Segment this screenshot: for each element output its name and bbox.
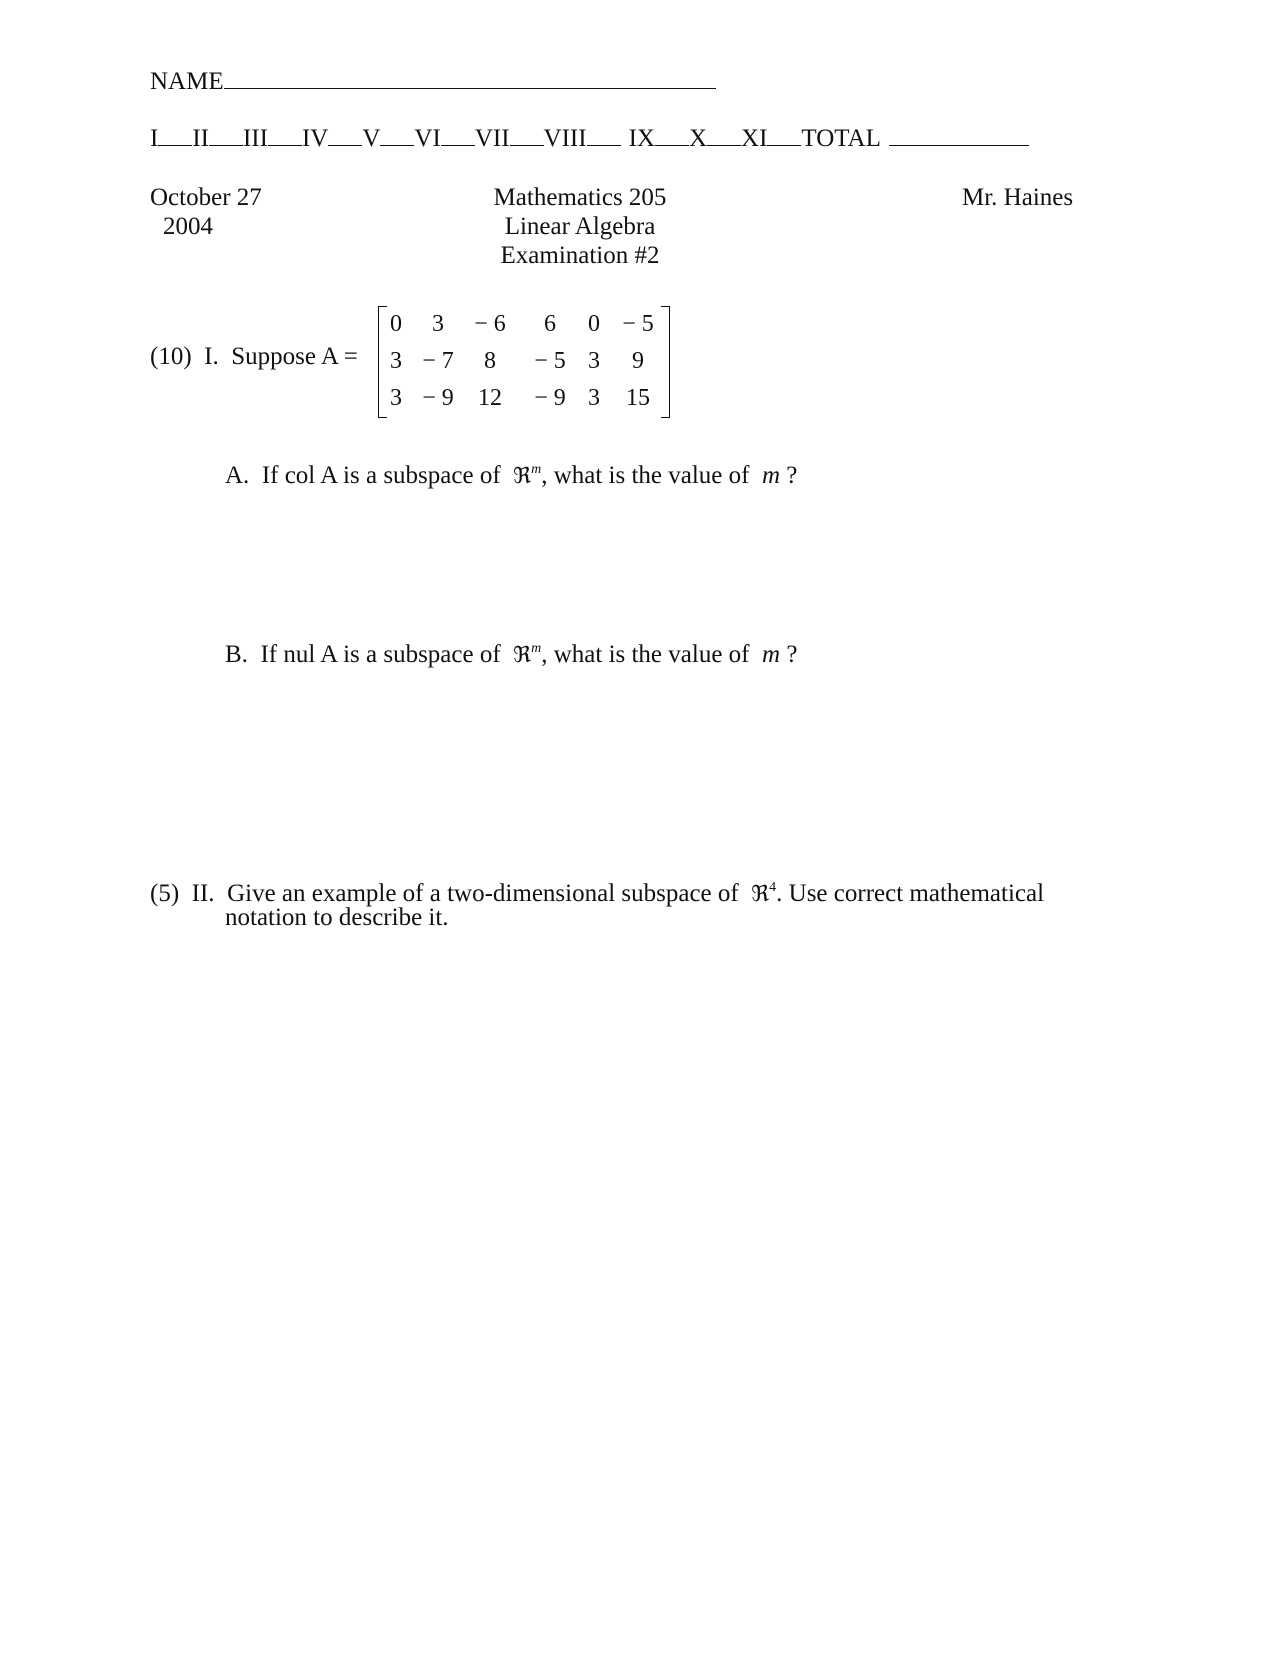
- score-blank: [655, 125, 689, 146]
- problem-1-number: I.: [204, 343, 219, 370]
- score-blank: [158, 125, 192, 146]
- problem-1b: [225, 634, 797, 671]
- matrix-right-bracket: [661, 306, 670, 418]
- matrix-cell: 3: [588, 385, 600, 411]
- total-blank: [889, 125, 1029, 146]
- score-label-vii: VII: [474, 125, 510, 152]
- matrix-cell: 15: [626, 385, 650, 411]
- question-mark: ?: [786, 462, 798, 489]
- matrix-cell: 0: [390, 311, 402, 337]
- matrix-cell: 12: [478, 385, 502, 411]
- problem-1b-label: B.: [225, 641, 248, 668]
- score-blank: [441, 125, 475, 146]
- matrix-cell: 3: [390, 385, 402, 411]
- score-blank: [209, 125, 243, 146]
- problem-1b-text: If nul A is a subspace of: [260, 641, 501, 668]
- variable-m: m: [761, 462, 781, 489]
- exam-date-month-day: October 27: [150, 184, 262, 211]
- score-blank: [707, 125, 741, 146]
- question-mark: ?: [786, 641, 798, 668]
- score-label-iii: III: [242, 125, 268, 152]
- matrix-a: [378, 306, 670, 418]
- score-blank: [328, 125, 362, 146]
- matrix-cell: 9: [632, 348, 644, 374]
- matrix-cell: 3: [390, 348, 402, 374]
- problem-2-line2: notation to describe it.: [225, 904, 449, 931]
- real-numbers-symbol: ℜ: [751, 882, 770, 907]
- matrix-cell: − 7: [422, 348, 454, 374]
- matrix-cell: − 9: [422, 385, 454, 411]
- exam-title: Examination #2: [500, 242, 660, 269]
- score-label-vi: VI: [414, 125, 441, 152]
- problem-2-points: (5): [150, 880, 180, 907]
- score-label-v: V: [362, 125, 381, 152]
- course-subtitle: Linear Algebra: [504, 213, 656, 240]
- name-blank-line: [224, 66, 716, 89]
- problem-2-text: Give an example of a two-dimensional subspace of: [227, 880, 739, 907]
- score-label-iv: IV: [301, 125, 329, 152]
- score-blank: [510, 125, 544, 146]
- matrix-cell: 0: [588, 311, 600, 337]
- course-title: Mathematics 205: [493, 184, 667, 211]
- score-blank: [268, 125, 302, 146]
- problem-1a-text: If col A is a subspace of: [261, 462, 501, 489]
- exponent: m: [531, 462, 542, 477]
- problem-1-points: (10): [150, 343, 192, 370]
- problem-1a: [225, 455, 797, 492]
- score-blank: [587, 125, 621, 146]
- score-label-i: I: [150, 125, 159, 152]
- matrix-cell: − 6: [474, 311, 506, 337]
- variable-m: m: [762, 641, 781, 668]
- problem-2-number: II.: [191, 880, 215, 907]
- matrix-cell: − 5: [622, 311, 654, 337]
- matrix-cell: 3: [588, 348, 600, 374]
- score-label-viii: VIII: [543, 125, 587, 152]
- exponent: m: [531, 641, 542, 656]
- score-label-ii: II: [192, 125, 209, 152]
- problem-2-text-after: . Use correct mathematical: [776, 880, 1045, 907]
- instructor-name: Mr. Haines: [962, 184, 1074, 211]
- matrix-cell: − 5: [534, 348, 566, 374]
- real-numbers-symbol: ℜ: [513, 643, 532, 668]
- problem-1-header: [150, 342, 358, 372]
- score-label-ix: IX: [628, 125, 655, 152]
- matrix-cell: 6: [544, 311, 556, 337]
- name-field: [150, 66, 716, 97]
- score-row: [150, 124, 1029, 154]
- score-blank: [767, 125, 801, 146]
- exam-date-year: 2004: [163, 213, 213, 240]
- score-label-x: X: [688, 125, 708, 152]
- exponent: 4: [769, 880, 777, 895]
- problem-1-intro: Suppose A =: [231, 343, 358, 370]
- score-blank: [380, 125, 414, 146]
- total-label: TOTAL: [801, 125, 881, 152]
- problem-1a-label: A.: [225, 462, 250, 489]
- matrix-cell: 8: [484, 348, 496, 374]
- name-label: NAME: [150, 68, 224, 95]
- matrix-cell: 3: [432, 311, 444, 337]
- real-numbers-symbol: ℜ: [513, 464, 532, 489]
- score-label-xi: XI: [741, 125, 768, 152]
- matrix-cell: − 9: [534, 385, 566, 411]
- problem-1b-text-after: , what is the value of: [541, 641, 750, 668]
- problem-1a-text-after: , what is the value of: [541, 462, 750, 489]
